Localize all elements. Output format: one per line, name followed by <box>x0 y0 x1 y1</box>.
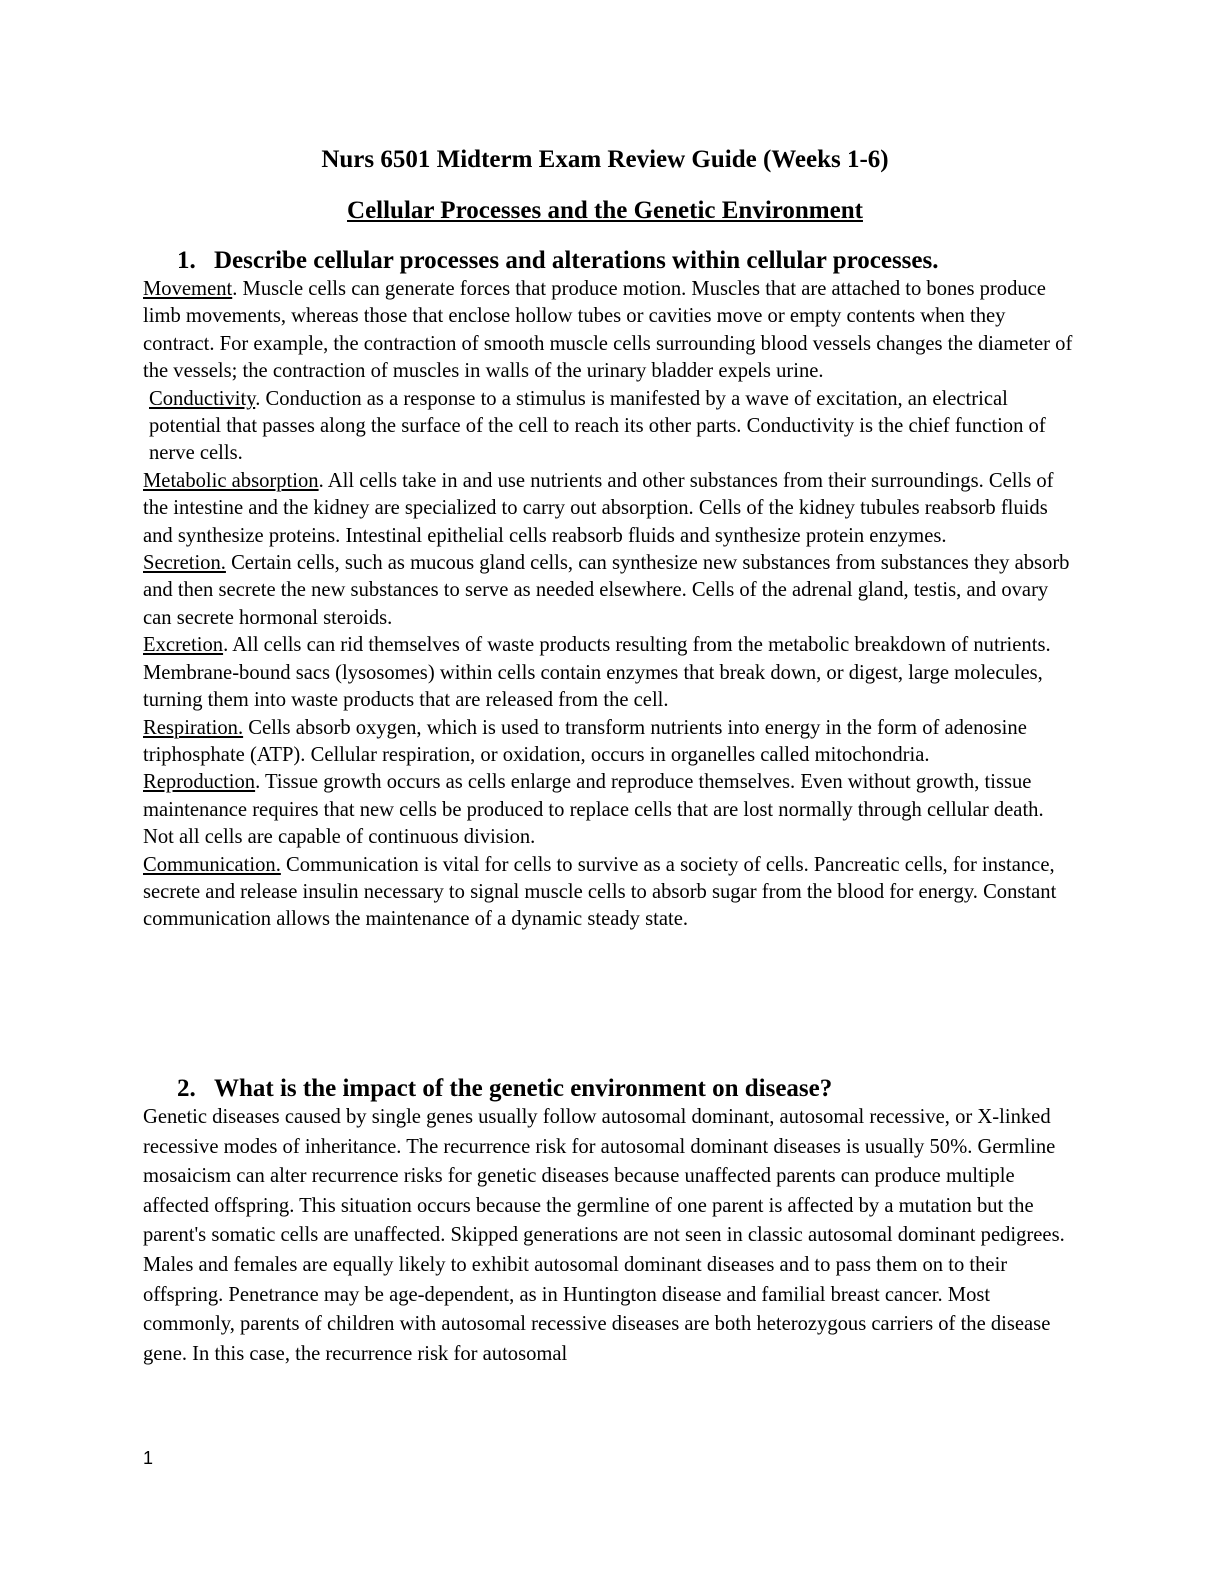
question-2-heading <box>177 1073 1077 1105</box>
question-2-heading-text: What is the impact of the genetic environment on disease? <box>214 1075 833 1102</box>
document-subtitle: Cellular Processes and the Genetic Environment <box>347 197 863 224</box>
term-communication: Communication. <box>143 853 281 876</box>
paragraph-conductivity-text: . Conduction as a response to a stimulus is manifested by a wave of excitation, an electrical potential that passes along the surface of the cell to reach its other parts. Conductivity is the chief function of nerve cells. <box>149 387 1046 465</box>
term-excretion: Excretion <box>143 634 224 657</box>
paragraph-communication <box>143 852 1078 934</box>
term-metabolic-absorption: Metabolic absorption <box>143 469 319 492</box>
paragraph-secretion <box>143 550 1078 632</box>
paragraph-excretion-text: . All cells can rid themselves of waste products resulting from the metabolic breakdown of nutrients. Membrane-bound sacs (lysosomes) within cells contain enzymes that break down, or digest, large molecules, turning them into waste products that are released from the cell. <box>143 634 1051 712</box>
question-2-number: 2. <box>177 1075 196 1102</box>
paragraph-respiration <box>143 715 1078 770</box>
question-1-number: 1. <box>177 247 196 274</box>
paragraph-communication-text: Communication is vital for cells to survive as a society of cells. Pancreatic cells, for instance, secrete and release insulin necessary to signal muscle cells to absorb sugar from the blood for energy. Constant communication allows the maintenance of a dynamic steady state. <box>143 853 1057 931</box>
term-conductivity: Conductivity <box>149 387 256 410</box>
paragraph-secretion-text: Certain cells, such as mucous gland cells, can synthesize new substances from substances they absorb and then secrete the new substances to serve as needed elsewhere. Cells of the adrenal gland, testis, and ovary can secrete hormonal steroids. <box>143 552 1070 629</box>
term-secretion: Secretion. <box>143 552 226 575</box>
document-title: Nurs 6501 Midterm Exam Review Guide (Weeks 1-6) <box>321 146 889 173</box>
paragraph-reproduction <box>143 769 1078 851</box>
paragraph-genetic-environment: Genetic diseases caused by single genes usually follow autosomal dominant, autosomal recessive, or X-linked recessive modes of inheritance. The recurrence risk for autosomal dominant diseases is usually 50%. Germline mosaicism can alter recurrence risks for genetic diseases because unaffected parents can produce multiple affected offspring. This situation occurs because the germline of one parent is affected by a mutation but the parent's somatic cells are unaffected. Skipped generations are not seen in classic autosomal dominant pedigrees. Males and females are equally likely to exhibit autosomal dominant diseases and to pass them on to their offspring. Penetrance may be age-dependent, as in Huntington disease and familial breast cancer. Most commonly, parents of children with autosomal recessive diseases are both heterozygous carriers of the disease gene. In this case, the recurrence risk for autosomal <box>143 1106 1065 1365</box>
question-1-body <box>143 276 1078 934</box>
term-respiration: Respiration. <box>143 716 244 739</box>
term-reproduction: Reproduction <box>143 771 256 794</box>
question-2-body <box>143 1103 1078 1369</box>
paragraph-metabolic-absorption-text: . All cells take in and use nutrients and other substances from their surroundings. Cells of the intestine and the kidney are specialized to carry out absorption. Cells of the kidney tubules reabsorb fluids and synthesize proteins. Intestinal epithelial cells reabsorb fluids and synthesize protein enzymes. <box>143 469 1054 547</box>
paragraph-conductivity <box>143 386 1078 468</box>
paragraph-metabolic-absorption <box>143 468 1078 550</box>
paragraph-excretion <box>143 632 1078 714</box>
page-number: 1 <box>143 1448 154 1468</box>
paragraph-reproduction-text: . Tissue growth occurs as cells enlarge and reproduce themselves. Even without growth, tissue maintenance requires that new cells be produced to replace cells that are lost normally through cellular death. Not all cells are capable of continuous division. <box>143 771 1044 849</box>
paragraph-movement <box>143 276 1078 386</box>
paragraph-respiration-text: Cells absorb oxygen, which is used to transform nutrients into energy in the form of adenosine triphosphate (ATP). Cellular respiration, or oxidation, occurs in organelles called mitochondria. <box>143 716 1027 766</box>
paragraph-movement-text: . Muscle cells can generate forces that produce motion. Muscles that are attached to bones produce limb movements, whereas those that enclose hollow tubes or cavities move or empty contents when they contract. For example, the contraction of smooth muscle cells surrounding blood vessels changes the diameter of the vessels; the contraction of muscles in walls of the urinary bladder expels urine. <box>143 278 1073 383</box>
term-movement: Movement <box>143 278 233 300</box>
question-1-heading-text: Describe cellular processes and alterations within cellular processes. <box>214 247 939 274</box>
question-1-heading <box>177 245 1077 277</box>
